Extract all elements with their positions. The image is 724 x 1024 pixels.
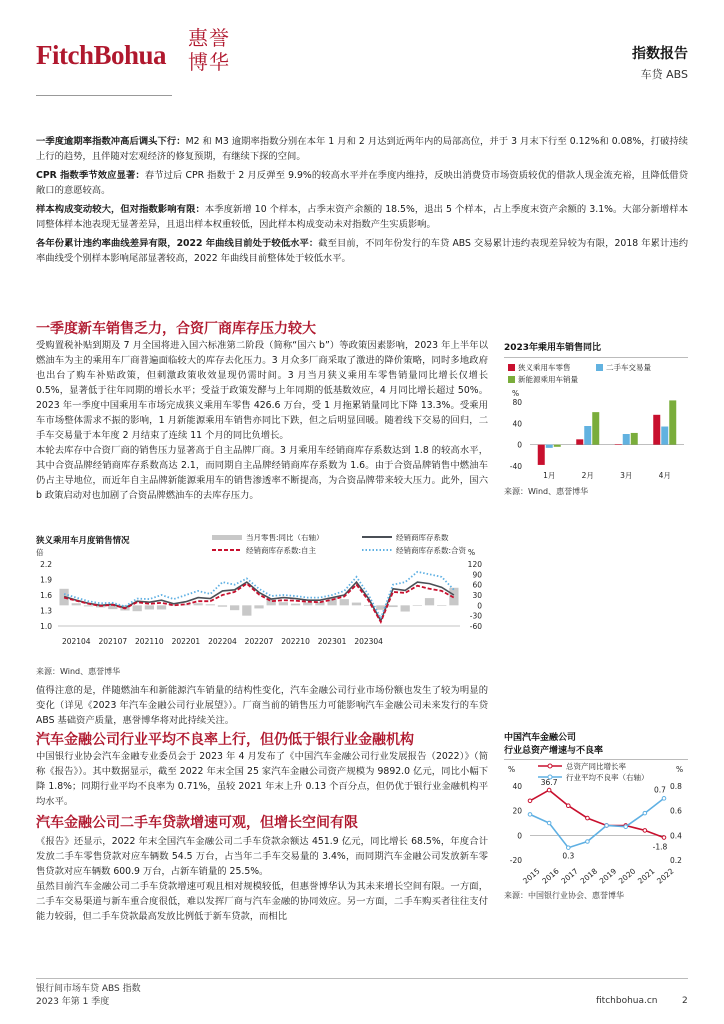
- y-tick-label-left: -20: [509, 856, 522, 865]
- x-tick-label: 2021: [636, 866, 657, 886]
- inventory-plot: [36, 534, 488, 662]
- bar: [623, 434, 630, 445]
- y-tick-label-left: 1.0: [40, 622, 52, 631]
- npl-ratio-point: [605, 824, 609, 828]
- npl-ratio-point: [547, 821, 551, 825]
- retail-yoy-bar: [401, 605, 410, 611]
- retail-yoy-bar: [193, 603, 202, 605]
- x-tick-label: 4月: [658, 471, 671, 480]
- retail-yoy-bar: [157, 605, 166, 609]
- y-tick-label-left: 40: [512, 782, 522, 791]
- y-axis-unit-right: %: [468, 548, 476, 557]
- y-tick-label: -40: [509, 462, 522, 471]
- section3-heading-wrap: [36, 812, 358, 832]
- x-tick-label: 1月: [543, 471, 556, 480]
- section1-heading-wrap: [36, 318, 316, 338]
- y-tick-label-left: 0: [517, 831, 522, 841]
- asset-growth-point: [528, 799, 532, 803]
- section3-para2: 虽然目前汽车金融公司二手车贷款增速可观且相对规模较低，但惠誉博华认为其未来增长空间有限。一方面，二手车交易渠道与新车重合度很低，难以发挥厂商与汽车金融的协同效应。另一方面，二手车购买者往往支付能力较弱，但二手车贷款最高发放比例低于新车贷款，而相比: [36, 881, 488, 922]
- data-label: 0.3: [562, 851, 575, 861]
- y-tick-label: 40: [512, 419, 522, 429]
- section2-heading: 汽车金融公司行业平均不良率上行，但仍低于银行业金融机构: [36, 732, 414, 748]
- bar: [538, 445, 545, 465]
- footer-index-name: 银行间市场车贷 ABS 指数: [36, 984, 141, 994]
- key-point-text: 截至目前，不同年份发行的车贷 ABS 交易累计违约表现差异较为有限，2018 年累计违约率曲线受个别样本影响尾部显著较高，2022 年曲线目前整体处于较低水平。: [36, 238, 688, 264]
- section1-note-wrap: [36, 683, 488, 728]
- logo-chinese: 惠誉博华: [188, 26, 230, 74]
- retail-yoy-bar: [425, 598, 434, 605]
- y-tick-label-right: -30: [469, 611, 482, 621]
- key-point: [36, 236, 688, 266]
- chart-title-line2: 行业总资产增速与不良率: [504, 746, 604, 756]
- bar: [546, 445, 553, 448]
- retail-yoy-bar: [279, 602, 288, 605]
- asset-growth-point: [547, 788, 551, 792]
- y-tick-label-right: 0.6: [670, 806, 682, 816]
- retail-yoy-bar: [206, 604, 215, 605]
- key-point-text: 本季度新增 10 个样本，占季末资产余额的 18.5%，退出 5 个样本，占上季度末资产余额的 3.1%。大部分新增样本同整体样本池表现无显著差异，且退出样本权重较低，因此样本构成变动未对指数产生实质影响。: [36, 204, 688, 230]
- inventory-series-line: [64, 582, 454, 621]
- retail-yoy-bar: [218, 605, 227, 606]
- chart-source: 来源：Wind、惠誉博华: [504, 487, 589, 496]
- key-point-title: 各年份累计违约率曲线差异有限，2022 年曲线目前处于较低水平：: [36, 238, 319, 249]
- npl-chart: [504, 730, 688, 901]
- legend-label: 经销商库存系数:合资: [396, 546, 467, 555]
- chart-source: 来源：中国银行业协会、惠誉博华: [504, 891, 624, 900]
- report-subject: 车贷 ABS: [640, 68, 688, 81]
- y-axis-unit-right: %: [676, 765, 684, 774]
- y-tick-label-right: -60: [469, 622, 482, 631]
- legend-swatch: [212, 535, 242, 540]
- header-divider: [36, 95, 172, 96]
- asset-growth-point: [586, 816, 590, 820]
- legend-swatch: [508, 364, 515, 371]
- bar: [615, 444, 622, 445]
- y-tick-label-right: 0.8: [670, 782, 682, 791]
- legend-swatch: [596, 364, 603, 371]
- section2-para: 中国银行业协会汽车金融专业委员会于 2023 年 4 月发布了《中国汽车金融公司行业发展报告（2022）》（简称《报告》）。其中数据显示，截至 2022 年末全国 25 家汽车金融公司资产规模为 9892.0 亿元，同比小幅下降 1.8%；同期行业平均不良率为 0.71%，虽较 2021 年末上升 0.13 个百分点，但仍优于银行业金融机构平均水平。: [36, 751, 488, 807]
- x-tick-label: 202204: [208, 637, 237, 646]
- y-tick-label-right: 90: [472, 570, 482, 580]
- retail-yoy-bar: [388, 605, 397, 607]
- y-tick-label-left: 1.9: [40, 575, 52, 585]
- legend-label: 总资产同比增长率: [566, 762, 626, 771]
- npl-ratio-point: [643, 811, 647, 815]
- y-axis-unit-left: %: [508, 765, 516, 774]
- bar: [576, 439, 583, 444]
- legend-label: 新能源乘用车销量: [518, 375, 578, 384]
- x-tick-label: 202207: [244, 637, 274, 646]
- npl-plot: [504, 760, 688, 886]
- x-tick-label: 2022: [655, 866, 676, 886]
- npl-ratio-point: [586, 840, 590, 844]
- key-point: [36, 134, 688, 164]
- page-number: 2: [682, 996, 688, 1006]
- x-tick-label: 2017: [559, 866, 580, 886]
- data-label: -1.8: [652, 842, 668, 852]
- legend-label: 狭义乘用车零售: [518, 363, 571, 372]
- retail-yoy-bar: [230, 605, 239, 610]
- y-tick-label-right: 0.2: [670, 856, 682, 865]
- data-label: 36.7: [540, 778, 558, 788]
- data-label: 0.7: [654, 785, 666, 795]
- y-tick-label: 0: [517, 440, 522, 450]
- retail-yoy-bar: [340, 599, 349, 605]
- x-tick-label: 202301: [317, 637, 347, 646]
- inventory-chart: [36, 534, 488, 677]
- key-point: [36, 202, 688, 232]
- key-point-title: CPR 指数季节效应显著：: [36, 170, 145, 181]
- asset-growth-point: [662, 836, 666, 840]
- key-point-text: 春节过后 CPR 指数于 2 月反弹至 9.9%的较高水平并在季度内维持，反映出消费贷市场资质较优的借款人现金流充裕，且降低借贷敞口的意愿较高。: [36, 170, 688, 196]
- retail-yoy-bar: [72, 603, 81, 605]
- key-point-text: M2 和 M3 逾期率指数分别在本年 1 月和 2 月达到近两年内的局部高位，并于 3 月末下行至 0.12%和 0.08%，打破持续上行的趋势，且伴随对宏观经济的修复预期，有继续下探的空间。: [36, 136, 688, 162]
- section1-body: [36, 338, 488, 503]
- logo-wordmark: FitchBohua: [36, 40, 167, 70]
- retail-yoy-bar: [242, 605, 251, 615]
- report-type: 指数报告: [632, 46, 688, 62]
- retail-yoy-bar: [254, 605, 263, 608]
- footer-left: [36, 983, 141, 1009]
- bar: [653, 415, 660, 445]
- sales-yoy-chart: [504, 340, 688, 497]
- bar: [631, 433, 638, 445]
- y-tick-label: 80: [512, 398, 522, 407]
- asset-growth-point: [566, 804, 570, 808]
- bar: [592, 412, 599, 445]
- bar: [584, 426, 591, 445]
- retail-yoy-bar: [133, 605, 142, 611]
- legend-swatch: [508, 376, 515, 383]
- chart-title: 2023年乘用车销售同比: [504, 343, 602, 353]
- section1-para1: 受购置税补贴到期及 7 月全国将进入国六标准第二阶段（简称“国六 b”）等政策因素影响，2023 年上半年以燃油车为主的乘用车厂商普遍面临较大的库存去化压力。3 月众多厂商采取了激进的降价策略，同时多地政府也出台了购车补贴政策，但刺激政策收效显现仍需时间。3 月当月狭义乘用车零售销量同比增长仅增长 0.5%，显著低于往年同期的增长水平；受益于政策发酵与上年同期的低基数效应，4 月同比增长超过 50%。2023 年一季度中国乘用车市场完成狭义乘用车零售 426.6 万台，受 1 月拖累销量同比下降 13.3%。受乘用车市场整体需求不振的影响，1 月新能源乘用车销售亦同比下跌，但之后明显回暖。随着线下交易的回归，二手车交易量于本年度 2 月结束了连续 11 个月的同比负增长。: [36, 340, 488, 441]
- report-header: [632, 43, 688, 82]
- section3-para1: 《报告》还显示，2022 年末全国汽车金融公司二手车贷款余额达 451.9 亿元，同比增长 68.5%，年度合计发放二手车零售贷款对应车辆数 54.5 万台，占当年二手车交易量的 3.4%，而同期汽车金融公司发放新车零售贷款对应车辆数 600.9 万台，占新车销量的 25.5%。: [36, 836, 488, 877]
- x-tick-label: 202304: [354, 637, 383, 646]
- npl-ratio-point: [662, 797, 666, 801]
- x-tick-label: 2016: [540, 866, 561, 886]
- y-axis-unit-left: 倍: [36, 548, 44, 557]
- legend-label: 当月零售:同比（右轴）: [246, 534, 324, 542]
- x-tick-label: 2月: [581, 471, 594, 480]
- retail-yoy-bar: [303, 603, 312, 606]
- key-point: [36, 168, 688, 198]
- retail-yoy-bar: [352, 603, 361, 606]
- retail-yoy-bar: [291, 604, 300, 606]
- chart-source: 来源：Wind、惠誉博华: [36, 667, 121, 676]
- x-tick-label: 2018: [578, 866, 600, 886]
- section2-body: [36, 749, 488, 809]
- retail-yoy-bar: [437, 605, 446, 606]
- chart-title-line1: 中国汽车金融公司: [504, 733, 577, 743]
- section1-heading: 一季度新车销售乏力，合资厂商库存压力较大: [36, 321, 316, 337]
- chart-title: 狭义乘用车月度销售情况: [36, 536, 130, 546]
- x-tick-label: 202107: [98, 637, 128, 646]
- x-tick-label: 202110: [135, 637, 164, 646]
- retail-yoy-bar: [84, 605, 93, 606]
- legend-label: 经销商库存系数:自主: [246, 546, 317, 555]
- bar: [554, 445, 561, 447]
- y-tick-label-right: 60: [472, 580, 482, 590]
- legend-label: 经销商库存系数: [396, 534, 449, 542]
- x-tick-label: 2015: [521, 866, 542, 886]
- footer-site: fitchbohua.cn: [596, 996, 658, 1006]
- x-tick-label: 2019: [597, 866, 619, 886]
- footer-period: 2023 年第 1 季度: [36, 997, 110, 1007]
- section1-para2: 本轮去库存中合资厂商的销售压力显著高于自主品牌厂商。3 月乘用车经销商库存系数达到 1.8 的较高水平，其中合资品牌经销商库存系数高达 2.1，而同期自主品牌经销商库存系数为 1.6。由于合资品牌销售中燃油车仍占主导地位，而近年自主品牌新能源乘用车的销售渗透率不断提高，为合资品牌带来较大压力。此外，国六 b 政策启动对也加剧了合资品牌燃油车的去库存压力。: [36, 445, 488, 501]
- x-tick-label: 202104: [61, 637, 91, 646]
- npl-ratio-point: [528, 813, 532, 817]
- y-tick-label-left: 1.3: [40, 606, 52, 616]
- bar: [661, 427, 668, 445]
- legend-label: 行业平均不良率（右轴）: [566, 773, 649, 782]
- y-tick-label-right: 30: [472, 591, 482, 600]
- section1-note: 值得注意的是，伴随燃油车和新能源汽车销量的结构性变化，汽车金融公司行业市场份额也发生了较为明显的变化（详见《2023 年汽车金融公司行业展望》）。厂商当前的销售压力可能影响汽车金融公司未来发行的车贷 ABS 基础资产质量，惠誉博华将对此持续关注。: [36, 685, 488, 726]
- sales-yoy-plot: [504, 358, 688, 482]
- legend-label: 二手车交易量: [606, 363, 651, 372]
- npl-ratio-point: [624, 825, 628, 829]
- key-point-title: 样本构成变动较大，但对指数影响有限：: [36, 204, 205, 215]
- npl-ratio-point: [566, 846, 570, 850]
- x-tick-label: 3月: [620, 471, 633, 480]
- y-tick-label-left: 2.2: [40, 560, 52, 569]
- key-point-title: 一季度逾期率指数冲高后调头下行：: [36, 136, 186, 147]
- section3-body: [36, 834, 488, 924]
- x-tick-label: 2020: [616, 866, 638, 886]
- y-tick-label-right: 0: [477, 601, 482, 611]
- x-tick-label: 202201: [171, 637, 201, 646]
- footer-divider: [36, 978, 688, 979]
- y-axis-unit: %: [512, 389, 520, 398]
- x-tick-label: 202210: [281, 637, 310, 646]
- bar: [669, 400, 676, 444]
- retail-yoy-bar: [413, 605, 422, 606]
- y-tick-label-left: 1.6: [40, 591, 52, 600]
- section2-heading-wrap: [36, 729, 414, 749]
- section3-heading: 汽车金融公司二手车贷款增速可观，但增长空间有限: [36, 815, 358, 831]
- y-tick-label-left: 20: [512, 806, 522, 816]
- asset-growth-point: [643, 829, 647, 833]
- y-tick-label-right: 120: [467, 560, 482, 569]
- legend-marker: [548, 764, 552, 768]
- retail-yoy-bar: [145, 605, 154, 609]
- key-points: [36, 134, 688, 270]
- y-tick-label-right: 0.4: [670, 831, 682, 841]
